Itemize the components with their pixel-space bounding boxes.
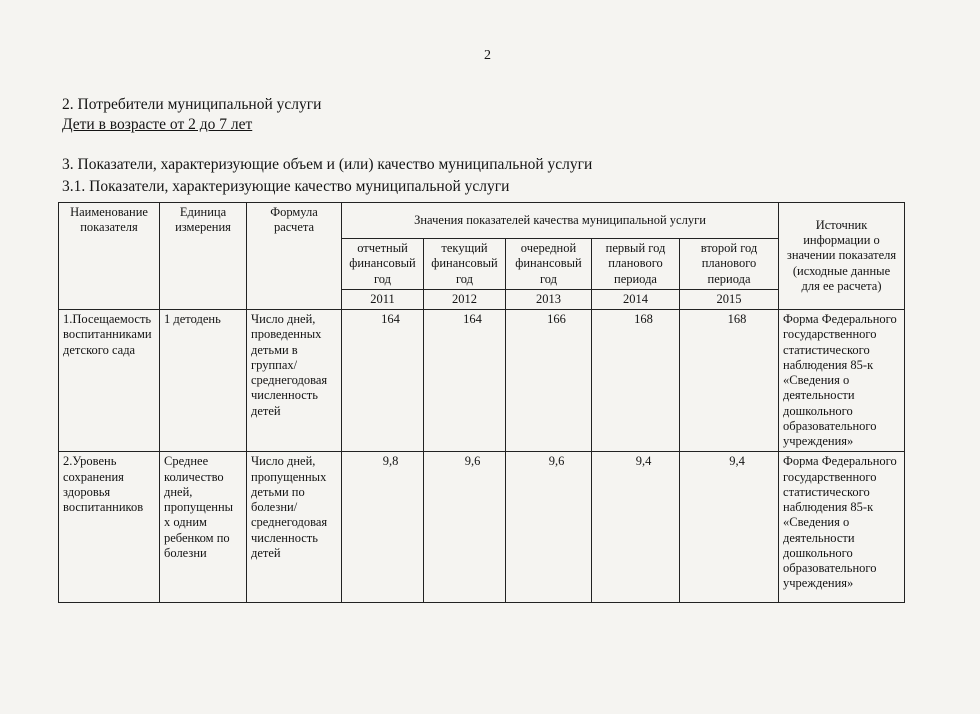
- row-value-2013: 166: [506, 310, 592, 452]
- row-value-2013: 9,6: [506, 452, 592, 603]
- row-value-2015: 9,4: [680, 452, 779, 603]
- row-name: 1.Посещаемость воспитанниками детского сада: [59, 310, 160, 452]
- section-3-title: 3. Показатели, характеризующие объем и (или) качество муниципальной услуги: [62, 156, 593, 173]
- section-2-title: 2. Потребители муниципальной услуги: [62, 96, 322, 113]
- table-row: [59, 310, 905, 452]
- row-value-2014: 168: [592, 310, 680, 452]
- header-period-3: очередной финансовый год: [506, 239, 592, 290]
- header-name: Наименование показателя: [59, 203, 160, 310]
- header-year-4: 2014: [592, 289, 680, 309]
- row-value-2011: 9,8: [342, 452, 424, 603]
- header-year-1: 2011: [342, 289, 424, 309]
- row-value-2012: 164: [424, 310, 506, 452]
- header-year-3: 2013: [506, 289, 592, 309]
- row-value-2011: 164: [342, 310, 424, 452]
- section-3-1-title: 3.1. Показатели, характеризующие качество муниципальной услуги: [62, 178, 510, 195]
- header-unit: Единица измерения: [160, 203, 247, 310]
- row-source: Форма Федерального государственного статистического наблюдения 85-к «Сведения о деятельности дошкольного образовательного учреждения»: [779, 452, 905, 603]
- header-period-1: отчетный финансовый год: [342, 239, 424, 290]
- row-formula: Число дней, пропущенных детьми по болезни/ среднегодовая численность детей: [247, 452, 342, 603]
- row-unit: 1 детодень: [160, 310, 247, 452]
- header-period-4: первый год планового периода: [592, 239, 680, 290]
- header-formula: Формула расчета: [247, 203, 342, 310]
- row-source: Форма Федерального государственного статистического наблюдения 85-к «Сведения о деятельности дошкольного образовательного учреждения»: [779, 310, 905, 452]
- header-period-2: текущий финансовый год: [424, 239, 506, 290]
- page-number: 2: [484, 48, 491, 63]
- header-year-5: 2015: [680, 289, 779, 309]
- quality-indicators-table: [58, 202, 905, 603]
- consumers-text: Дети в возрасте от 2 до 7 лет: [62, 116, 253, 133]
- header-period-5: второй год планового периода: [680, 239, 779, 290]
- row-value-2012: 9,6: [424, 452, 506, 603]
- header-values-group: Значения показателей качества муниципальной услуги: [342, 203, 779, 239]
- table-row: [59, 452, 905, 603]
- row-value-2014: 9,4: [592, 452, 680, 603]
- row-name: 2.Уровень сохранения здоровья воспитанников: [59, 452, 160, 603]
- row-formula: Число дней, проведенных детьми в группах/ среднегодовая численность детей: [247, 310, 342, 452]
- row-unit: Среднее количество дней, пропущенны х одним ребенком по болезни: [160, 452, 247, 603]
- header-year-2: 2012: [424, 289, 506, 309]
- header-row-top: [59, 203, 905, 239]
- row-value-2015: 168: [680, 310, 779, 452]
- header-source: Источник информации о значении показателя (исходные данные для ее расчета): [779, 203, 905, 310]
